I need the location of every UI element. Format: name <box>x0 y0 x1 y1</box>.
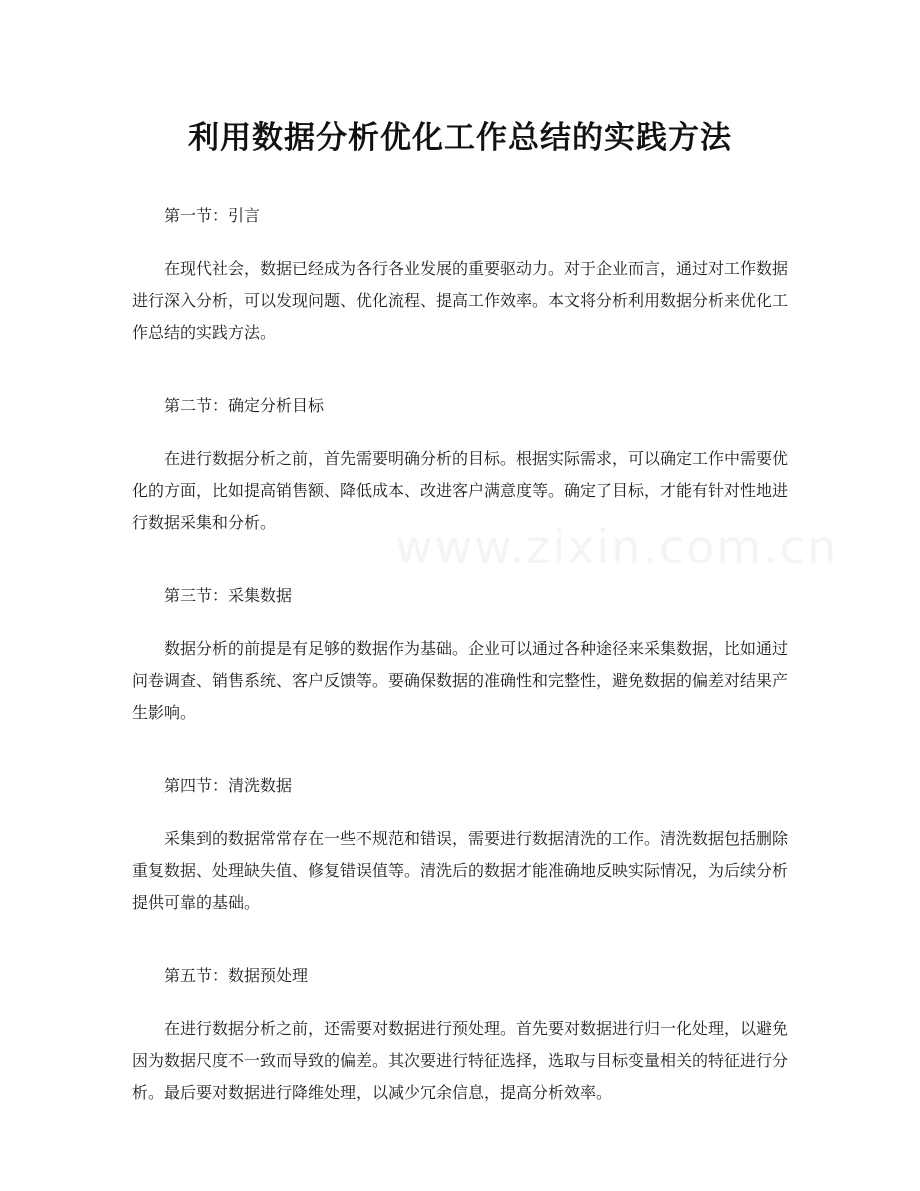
section-heading: 第一节：引言 <box>164 206 261 225</box>
section-collect-data <box>132 581 788 729</box>
section-paragraph: 数据分析的前提是有足够的数据作为基础。企业可以通过各种途径来采集数据，比如通过问卷调查、销售系统、客户反馈等。要确保数据的准确性和完整性，避免数据的偏差对结果产生影响。 <box>132 639 789 722</box>
section-paragraph: 采集到的数据常常存在一些不规范和错误，需要进行数据清洗的工作。清洗数据包括删除重复数据、处理缺失值、修复错误值等。清洗后的数据才能准确地反映实际情况，为后续分析提供可靠的基础。 <box>132 829 789 912</box>
section-heading: 第二节：确定分析目标 <box>164 396 325 415</box>
section-preprocess-data <box>132 961 788 1109</box>
section-heading: 第四节：清洗数据 <box>164 776 293 795</box>
section-introduction <box>132 201 788 349</box>
section-paragraph: 在进行数据分析之前，还需要对数据进行预处理。首先要对数据进行归一化处理，以避免因为数据尺度不一致而导致的偏差。其次要进行特征选择，选取与目标变量相关的特征进行分析。最后要对数据进行降维处理，以减少冗余信息，提高分析效率。 <box>132 1019 789 1102</box>
section-paragraph: 在现代社会，数据已经成为各行各业发展的重要驱动力。对于企业而言，通过对工作数据进行深入分析，可以发现问题、优化流程、提高工作效率。本文将分析利用数据分析来优化工作总结的实践方法。 <box>132 259 789 342</box>
document-title: 利用数据分析优化工作总结的实践方法 <box>188 120 732 156</box>
section-heading: 第三节：采集数据 <box>164 586 293 605</box>
section-clean-data <box>132 771 788 919</box>
section-heading: 第五节：数据预处理 <box>164 966 309 985</box>
section-paragraph: 在进行数据分析之前，首先需要明确分析的目标。根据实际需求，可以确定工作中需要优化的方面，比如提高销售额、降低成本、改进客户满意度等。确定了目标，才能有针对性地进行数据采集和分析。 <box>132 449 789 532</box>
section-define-goals <box>132 391 788 539</box>
